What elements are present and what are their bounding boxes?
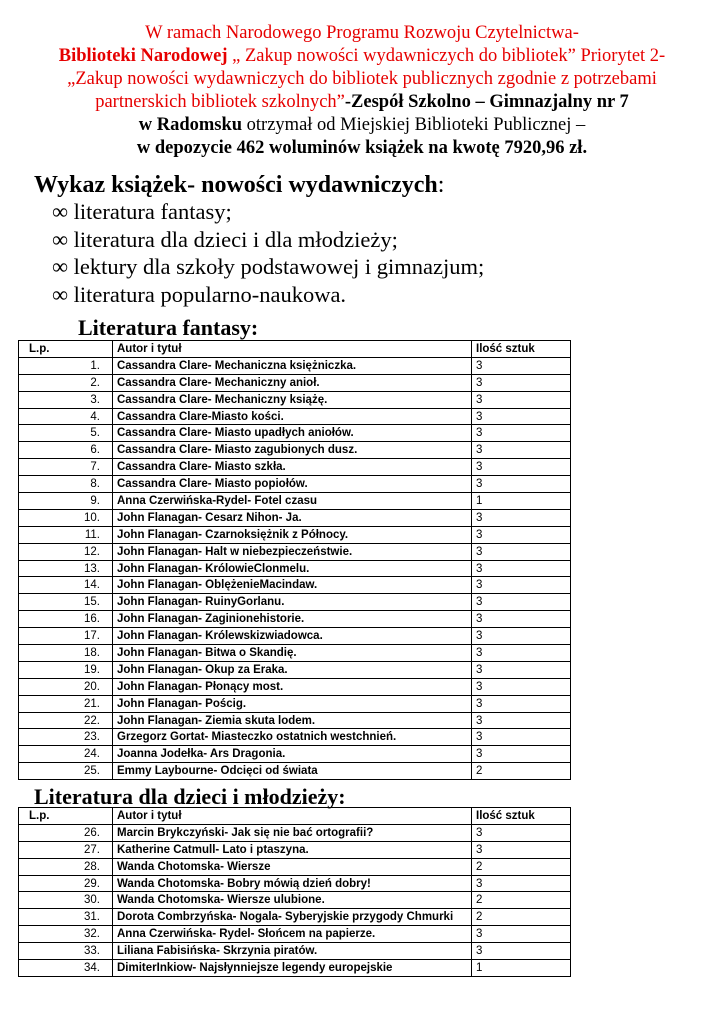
category-item: ∞ lektury dla szkoły podstawowej i gimnazjum; <box>52 254 485 279</box>
book-quantity: 3 <box>472 712 571 729</box>
book-author-title: Wanda Chotomska- Wiersze <box>113 858 472 875</box>
book-author-title: Anna Czerwińska- Rydel- Słońcem na papierze. <box>113 926 472 943</box>
table-row <box>19 712 571 729</box>
table-row <box>19 442 571 459</box>
header-line-2 <box>20 45 704 68</box>
book-quantity: 3 <box>472 526 571 543</box>
row-number: 34. <box>19 960 113 977</box>
book-author-title: John Flanagan- Bitwa o Skandię. <box>113 645 472 662</box>
list-title-text: Wykaz książek- nowości wydawniczych <box>34 172 438 198</box>
book-quantity: 3 <box>472 926 571 943</box>
row-number: 25. <box>19 763 113 780</box>
book-author-title: Grzegorz Gortat- Miasteczko ostatnich westchnień. <box>113 729 472 746</box>
header-line-5-rest: otrzymał od Miejskiej Biblioteki Publicznej – <box>242 115 586 135</box>
table-row <box>19 695 571 712</box>
header-line-4 <box>20 91 704 114</box>
book-author-title: John Flanagan- Królewskizwiadowca. <box>113 628 472 645</box>
row-number: 19. <box>19 661 113 678</box>
list-title-colon: : <box>437 172 445 198</box>
table-row <box>19 960 571 977</box>
row-number: 27. <box>19 841 113 858</box>
book-quantity: 3 <box>472 678 571 695</box>
table-header-row <box>19 808 571 825</box>
book-quantity: 2 <box>472 763 571 780</box>
table-row <box>19 493 571 510</box>
book-author-title: Emmy Laybourne- Odcięci od świata <box>113 763 472 780</box>
book-quantity: 3 <box>472 476 571 493</box>
section-title-children: Literatura dla dzieci i młodzieży: <box>34 784 346 809</box>
header-line-6: w depozycie 462 woluminów książek na kwotę 7920,96 zł. <box>136 138 588 158</box>
row-number: 2. <box>19 374 113 391</box>
row-number: 8. <box>19 476 113 493</box>
table-row <box>19 875 571 892</box>
fantasy-books-table <box>18 340 571 780</box>
row-number: 26. <box>19 824 113 841</box>
column-header-title: Autor i tytuł <box>113 808 472 825</box>
row-number: 9. <box>19 493 113 510</box>
book-quantity: 3 <box>472 824 571 841</box>
row-number: 1. <box>19 357 113 374</box>
table-row <box>19 824 571 841</box>
book-quantity: 3 <box>472 645 571 662</box>
book-author-title: Cassandra Clare- Miasto zagubionych dusz. <box>113 442 472 459</box>
row-number: 28. <box>19 858 113 875</box>
table-row <box>19 892 571 909</box>
table-row <box>19 628 571 645</box>
book-author-title: Joanna Jodełka- Ars Dragonia. <box>113 746 472 763</box>
book-author-title: John Flanagan- Okup za Eraka. <box>113 661 472 678</box>
category-item: ∞ literatura fantasy; <box>52 199 232 224</box>
table-row <box>19 408 571 425</box>
book-quantity: 3 <box>472 391 571 408</box>
book-quantity: 3 <box>472 442 571 459</box>
header-line-4-school: -Zespół Szkolno – Gimnazjalny nr 7 <box>344 92 629 112</box>
row-number: 4. <box>19 408 113 425</box>
book-author-title: Anna Czerwińska-Rydel- Fotel czasu <box>113 493 472 510</box>
table-row <box>19 509 571 526</box>
header-line-2-bold: Biblioteki Narodowej <box>58 46 228 66</box>
table-row <box>19 357 571 374</box>
header-line-2-rest: „ Zakup nowości wydawniczych do bibliotek” Priorytet 2- <box>227 46 666 66</box>
category-item: ∞ literatura dla dzieci i dla młodzieży; <box>52 226 398 252</box>
table-row <box>19 425 571 442</box>
header-line-1: W ramach Narodowego Programu Rozwoju Czytelnictwa- <box>145 23 579 43</box>
book-quantity: 3 <box>472 577 571 594</box>
book-quantity: 3 <box>472 943 571 960</box>
book-author-title: John Flanagan- OblężenieMacindaw. <box>113 577 472 594</box>
book-author-title: Cassandra Clare- Mechaniczna księżniczka. <box>113 357 472 374</box>
book-author-title: John Flanagan- RuinyGorlanu. <box>113 594 472 611</box>
book-author-title: John Flanagan- Ziemia skuta lodem. <box>113 712 472 729</box>
book-author-title: John Flanagan- Zaginionehistorie. <box>113 611 472 628</box>
row-number: 31. <box>19 909 113 926</box>
book-quantity: 3 <box>472 594 571 611</box>
row-number: 15. <box>19 594 113 611</box>
row-number: 7. <box>19 459 113 476</box>
book-quantity: 3 <box>472 695 571 712</box>
book-author-title: Cassandra Clare- Mechaniczny anioł. <box>113 374 472 391</box>
category-item: ∞ literatura popularno-naukowa. <box>52 281 347 307</box>
table-row <box>19 858 571 875</box>
book-author-title: Liliana Fabisińska- Skrzynia piratów. <box>113 943 472 960</box>
book-quantity: 3 <box>472 611 571 628</box>
book-author-title: Cassandra Clare- Miasto szkła. <box>113 459 472 476</box>
row-number: 18. <box>19 645 113 662</box>
header-line-5-bold: w Radomsku <box>138 115 243 135</box>
table-row <box>19 594 571 611</box>
row-number: 12. <box>19 543 113 560</box>
table-header-row <box>19 341 571 358</box>
book-quantity: 3 <box>472 509 571 526</box>
column-header-qty: Ilość sztuk <box>472 341 571 358</box>
book-author-title: Cassandra Clare-Miasto kości. <box>113 408 472 425</box>
list-title <box>34 172 444 199</box>
book-quantity: 3 <box>472 374 571 391</box>
section-title-fantasy: Literatura fantasy: <box>78 315 259 340</box>
book-author-title: Cassandra Clare- Miasto upadłych aniołów. <box>113 425 472 442</box>
book-author-title: John Flanagan- Halt w niebezpieczeństwie. <box>113 543 472 560</box>
book-author-title: Cassandra Clare- Mechaniczny książę. <box>113 391 472 408</box>
table-row <box>19 459 571 476</box>
book-author-title: DimiterInkiow- Najsłynniejsze legendy europejskie <box>113 960 472 977</box>
row-number: 21. <box>19 695 113 712</box>
book-author-title: Cassandra Clare- Miasto popiołów. <box>113 476 472 493</box>
row-number: 22. <box>19 712 113 729</box>
row-number: 32. <box>19 926 113 943</box>
table-row <box>19 391 571 408</box>
book-quantity: 3 <box>472 560 571 577</box>
document-header <box>20 22 704 160</box>
book-quantity: 3 <box>472 746 571 763</box>
table-row <box>19 678 571 695</box>
book-quantity: 3 <box>472 425 571 442</box>
book-quantity: 3 <box>472 408 571 425</box>
row-number: 30. <box>19 892 113 909</box>
row-number: 11. <box>19 526 113 543</box>
row-number: 24. <box>19 746 113 763</box>
book-quantity: 3 <box>472 875 571 892</box>
header-line-5 <box>20 114 704 137</box>
table-row <box>19 661 571 678</box>
book-author-title: John Flanagan- Czarnoksiężnik z Północy. <box>113 526 472 543</box>
table-row <box>19 841 571 858</box>
book-quantity: 3 <box>472 841 571 858</box>
book-author-title: Marcin Brykczyński- Jak się nie bać ortografii? <box>113 824 472 841</box>
book-quantity: 3 <box>472 543 571 560</box>
row-number: 3. <box>19 391 113 408</box>
row-number: 23. <box>19 729 113 746</box>
category-list <box>52 198 484 308</box>
column-header-lp: L.p. <box>19 808 113 825</box>
table-row <box>19 926 571 943</box>
table-row <box>19 729 571 746</box>
row-number: 14. <box>19 577 113 594</box>
row-number: 10. <box>19 509 113 526</box>
row-number: 6. <box>19 442 113 459</box>
table-row <box>19 746 571 763</box>
book-quantity: 1 <box>472 493 571 510</box>
book-quantity: 3 <box>472 357 571 374</box>
row-number: 20. <box>19 678 113 695</box>
book-quantity: 2 <box>472 909 571 926</box>
table-row <box>19 374 571 391</box>
book-quantity: 3 <box>472 459 571 476</box>
table-row <box>19 577 571 594</box>
book-author-title: John Flanagan- Płonący most. <box>113 678 472 695</box>
table-row <box>19 526 571 543</box>
book-author-title: John Flanagan- KrólowieClonmelu. <box>113 560 472 577</box>
book-quantity: 3 <box>472 628 571 645</box>
row-number: 29. <box>19 875 113 892</box>
children-books-table <box>18 807 571 977</box>
book-author-title: John Flanagan- Pościg. <box>113 695 472 712</box>
book-author-title: Wanda Chotomska- Wiersze ulubione. <box>113 892 472 909</box>
book-author-title: Wanda Chotomska- Bobry mówią dzień dobry! <box>113 875 472 892</box>
table-row <box>19 543 571 560</box>
column-header-lp: L.p. <box>19 341 113 358</box>
header-line-4-red: partnerskich bibliotek szkolnych” <box>95 92 345 112</box>
table-row <box>19 560 571 577</box>
row-number: 33. <box>19 943 113 960</box>
row-number: 17. <box>19 628 113 645</box>
book-author-title: Katherine Catmull- Lato i ptaszyna. <box>113 841 472 858</box>
column-header-qty: Ilość sztuk <box>472 808 571 825</box>
book-quantity: 2 <box>472 858 571 875</box>
book-quantity: 2 <box>472 892 571 909</box>
book-quantity: 1 <box>472 960 571 977</box>
column-header-title: Autor i tytuł <box>113 341 472 358</box>
book-quantity: 3 <box>472 661 571 678</box>
book-author-title: Dorota Combrzyńska- Nogala- Syberyjskie przygody Chmurki <box>113 909 472 926</box>
row-number: 16. <box>19 611 113 628</box>
table-row <box>19 611 571 628</box>
table-row <box>19 909 571 926</box>
table-row <box>19 943 571 960</box>
row-number: 5. <box>19 425 113 442</box>
header-line-3: „Zakup nowości wydawniczych do bibliotek publicznych zgodnie z potrzebami <box>67 69 657 89</box>
table-row <box>19 763 571 780</box>
row-number: 13. <box>19 560 113 577</box>
book-author-title: John Flanagan- Cesarz Nihon- Ja. <box>113 509 472 526</box>
book-quantity: 3 <box>472 729 571 746</box>
table-row <box>19 645 571 662</box>
table-row <box>19 476 571 493</box>
